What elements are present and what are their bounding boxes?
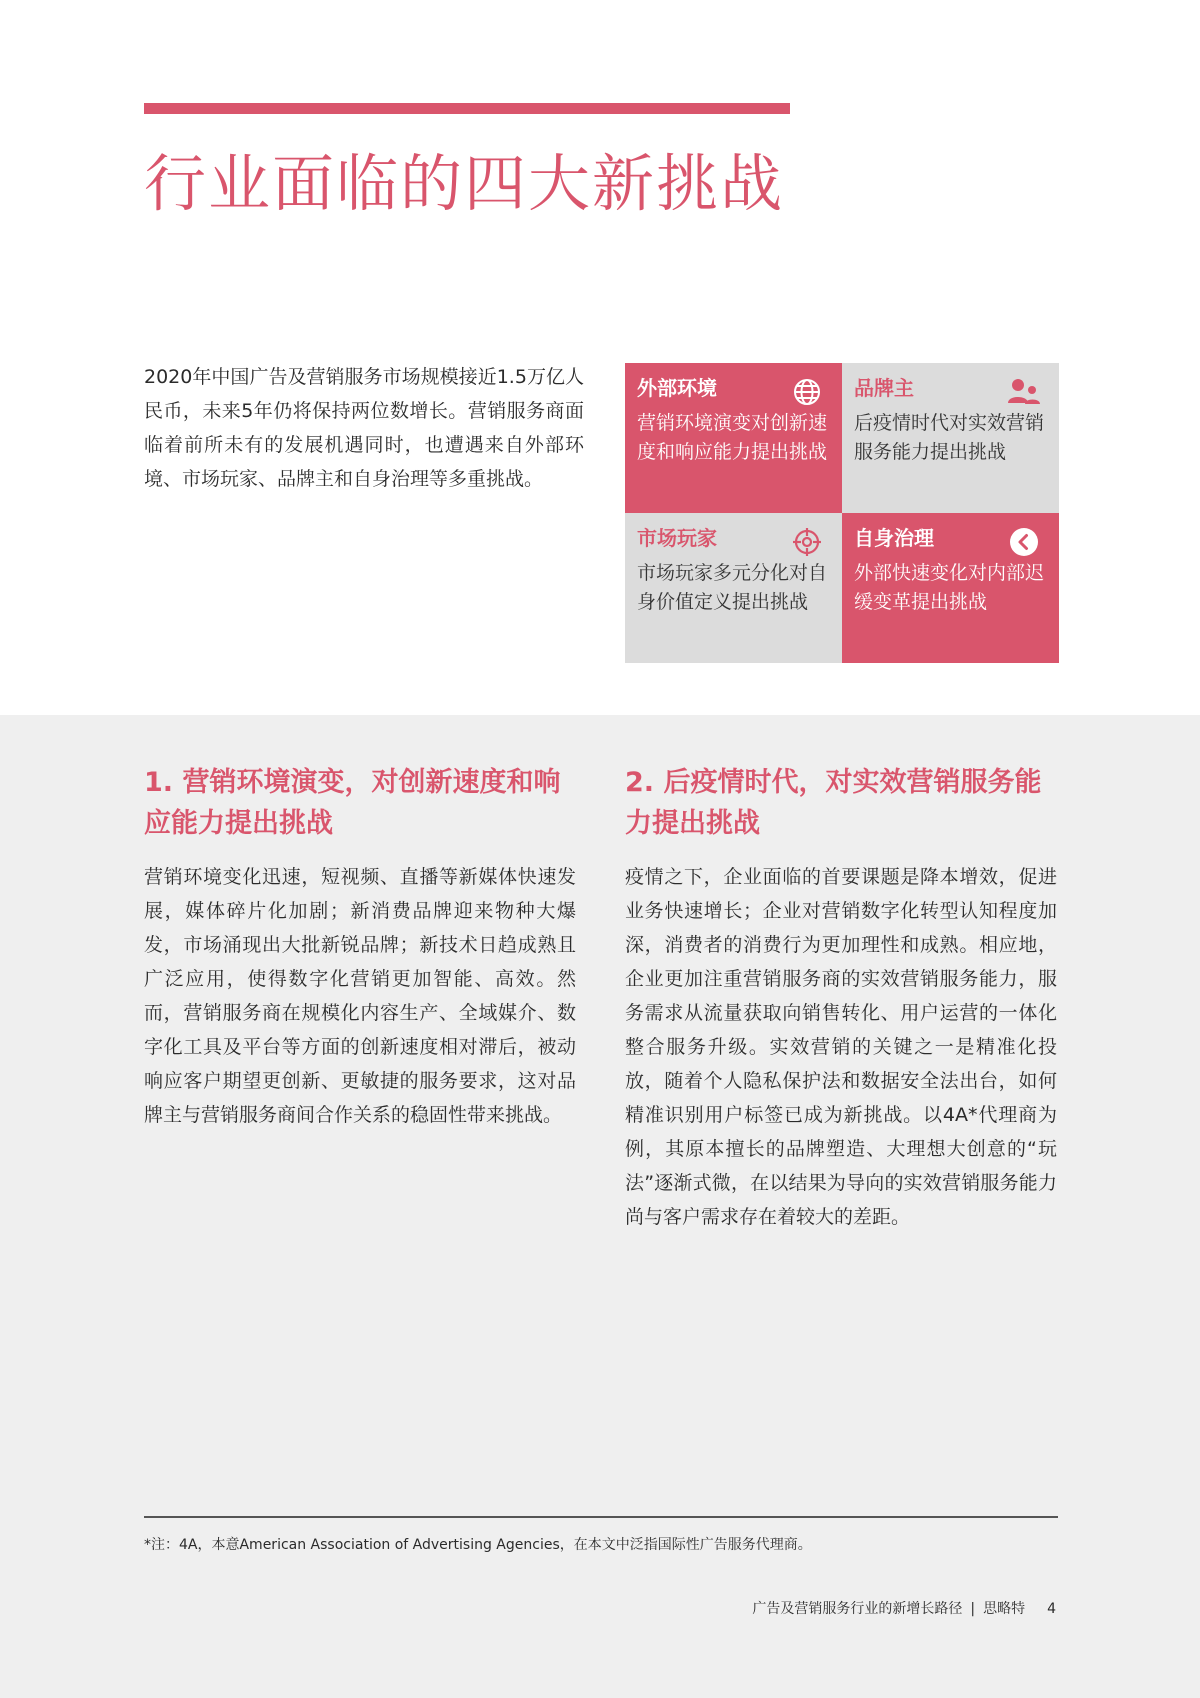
challenge-card-external (625, 363, 842, 513)
challenge-card-market-players (625, 513, 842, 663)
title-accent-bar (144, 103, 790, 114)
footer-report-title: 广告及营销服务行业的新增长路径 (752, 1601, 963, 1617)
challenge-body: 市场玩家多元分化对自身价值定义提出挑战 (637, 562, 828, 613)
challenge-title: 自身治理 (854, 526, 934, 550)
challenge-card-brand-owner (842, 363, 1059, 513)
section-body-1: 营销环境变化迅速，短视频、直播等新媒体快速发展，媒体碎片化加剧；新消费品牌迎来物种大爆发，市场涌现出大批新锐品牌；新技术日趋成熟且广泛应用，使得数字化营销更加智能、高效。然而，营销服务商在规模化内容生产、全域媒介、数字化工具及平台等方面的创新速度相对滞后，被动响应客户期望更创新、更敏捷的服务要求，这对品牌主与营销服务商间合作关系的稳固性带来挑战。 (144, 866, 576, 1126)
challenge-grid (625, 363, 1059, 663)
challenge-body: 后疫情时代对实效营销服务能力提出挑战 (854, 412, 1045, 463)
footnote-divider (144, 1516, 1058, 1518)
footer-brand: 思略特 (983, 1601, 1026, 1617)
section-body-2: 疫情之下，企业面临的首要课题是降本增效，促进业务快速增长；企业对营销数字化转型认知程度加深，消费者的消费行为更加理性和成熟。相应地，企业更加注重营销服务商的实效营销服务能力，服务需求从流量获取向销售转化、用户运营的一体化整合服务升级。实效营销的关键之一是精准化投放，随着个人隐私保护法和数据安全法出台，如何精准识别用户标签已成为新挑战。以4A*代理商为例，其原本擅长的品牌塑造、大理想大创意的“玩法”逐渐式微，在以结果为导向的实效营销服务能力尚与客户需求存在着较大的差距。 (625, 866, 1057, 1228)
challenge-title: 外部环境 (637, 376, 717, 400)
globe-icon (790, 375, 824, 409)
target-icon (790, 525, 824, 559)
challenge-body: 外部快速变化对内部迟缓变革提出挑战 (854, 562, 1045, 613)
section-heading-2: 2. 后疫情时代，对实效营销服务能力提出挑战 (625, 767, 1042, 839)
intro-paragraph: 2020年中国广告及营销服务市场规模接近1.5万亿人民币，未来5年仍将保持两位数增长。营销服务商面临着前所未有的发展机遇同时，也遭遇来自外部环境、市场玩家、品牌主和自身治理等多重挑战。 (144, 366, 584, 490)
people-icon (1007, 375, 1041, 409)
chevron-left-icon (1007, 525, 1041, 559)
footnote: *注：4A，本意American Association of Advertising Agencies，在本文中泛指国际性广告服务代理商。 (144, 1537, 812, 1553)
section-heading-1: 1. 营销环境演变，对创新速度和响应能力提出挑战 (144, 767, 561, 839)
challenge-body: 营销环境演变对创新速度和响应能力提出挑战 (637, 412, 828, 463)
challenge-title: 市场玩家 (637, 526, 717, 550)
page-number: 4 (1047, 1601, 1056, 1617)
page-footer (752, 1598, 1056, 1618)
challenge-card-self-governance (842, 513, 1059, 663)
footer-separator: | (970, 1601, 976, 1617)
page-title: 行业面临的四大新挑战 (144, 147, 785, 220)
challenge-title: 品牌主 (854, 376, 914, 400)
